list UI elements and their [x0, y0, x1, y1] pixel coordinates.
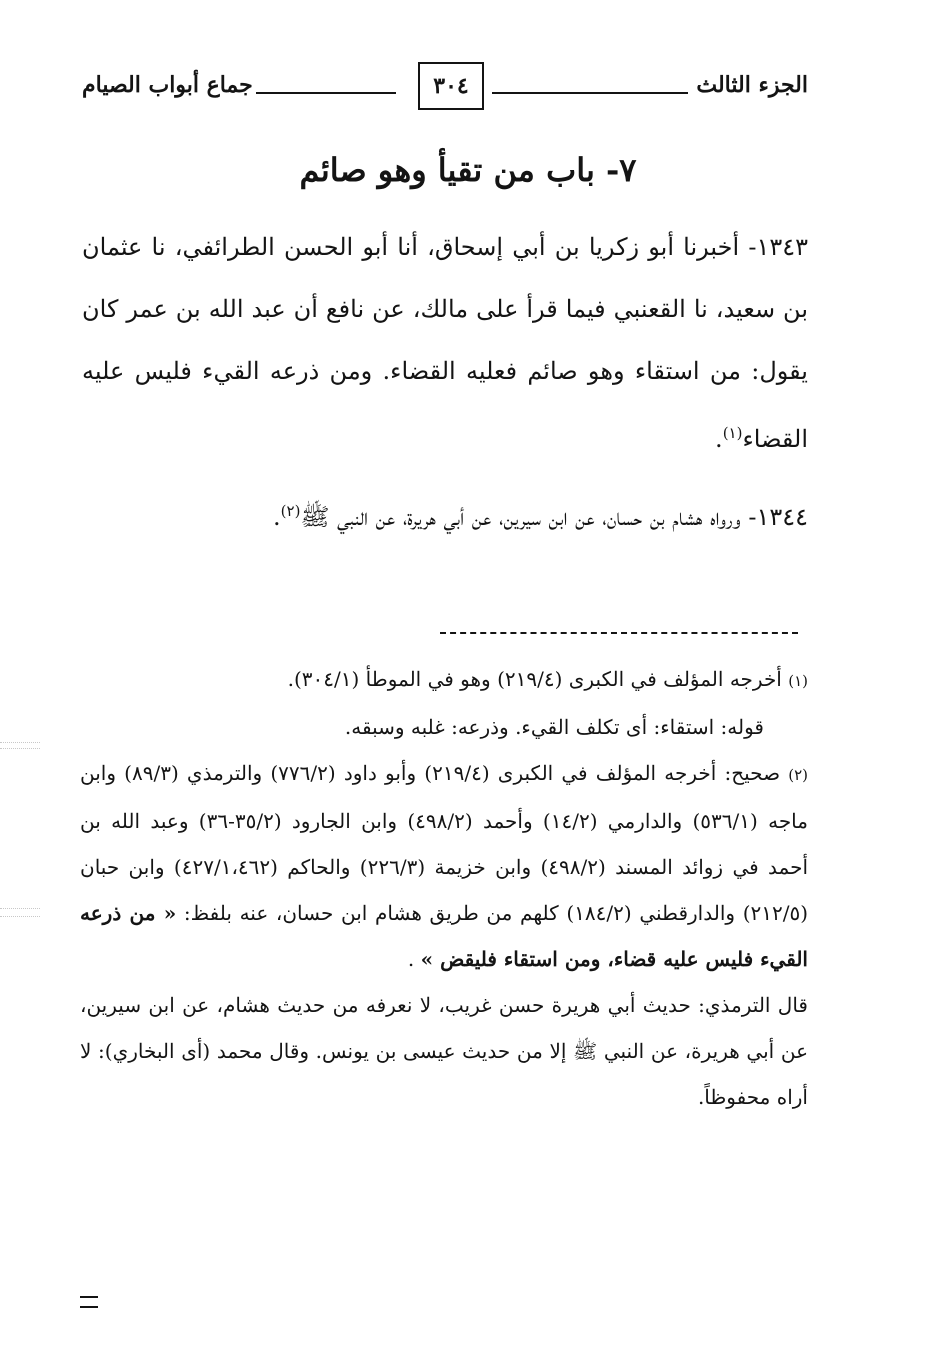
scan-artifact [0, 742, 40, 743]
hadith-1344 [82, 480, 808, 548]
scan-artifact [0, 748, 40, 749]
footnote-marker: (٢) [788, 766, 809, 784]
section-label: جماع أبواب الصيام [82, 72, 253, 98]
footnote-text: أخرجه المؤلف في الكبرى (٢١٩/٤) وهو في الموطأ (٣٠٤/١). [287, 667, 782, 691]
header-rule-left [256, 92, 396, 94]
hadith-text: ورواه هشام بن حسان، عن ابن سيرين، عن أبي هريرة، عن النبي ﷺ [300, 503, 741, 531]
tirmidhi-note: قال الترمذي: حديث أبي هريرة حسن غريب، لا نعرفه من حديث هشام، عن ابن سيرين، عن أبي هريرة، عن النبي ﷺ إلا من حديث عيسى بن يونس. وقال محمد (أى البخاري): لا أراه محفوظاً. [80, 993, 808, 1109]
chapter-title: ٧- باب من تقيأ وهو صائم [299, 151, 637, 189]
footnote-1 [80, 656, 808, 704]
footnote-marker: (١) [788, 672, 808, 690]
footnote-1-gloss: قوله: استقاء: أى تكلف القيء. وذرعه: غلبه وسبقه. [344, 715, 764, 739]
footnote-2 [80, 750, 808, 982]
scan-artifact [0, 908, 40, 909]
header-rule-right [492, 92, 688, 94]
volume-label: الجزء الثالث [696, 72, 808, 98]
footnote-ref: (١) [722, 424, 743, 442]
footnote-text: صحيح: أخرجه المؤلف في الكبرى (٢١٩/٤) وأبو داود (٧٧٦/٢) والترمذي (٨٩/٣) وابن ماجه (٥٣٦/١) والدارمي (١٤/٢) وأحمد (٤٩٨/٢) وابن الجارود (٣٥/٢-٣٦) وعبد الله بن أحمد في زوائد المسند (٤٩٨/٢) وابن خزيمة (٢٢٦/٣) والحاكم (٤٢٧/١،٤٦٢) وابن حبان (٢١٢/٥) والدارقطني (١٨٤/٢) كلهم من طريق هشام ابن حسان، عنه بلفظ: [80, 761, 809, 925]
page-number: ٣٠٤ [418, 62, 484, 110]
hadith-end: . [273, 503, 281, 531]
running-header [82, 62, 808, 114]
main-text [82, 216, 808, 548]
hadith-number: ١٣٤٤- [748, 503, 808, 531]
hadith-text: أخبرنا أبو زكريا بن أبي إسحاق، أنا أبو الحسن الطرائفي، نا عثمان بن سعيد، نا القعنبي فيما قرأ على مالك، عن نافع أن عبد الله بن عمر كان يقول: من استقاء وهو صائم فعليه القضاء. ومن ذرعه القيء فليس عليه القضاء [82, 233, 808, 453]
hadith-end: . [715, 425, 723, 453]
footnote-ref: (٢) [280, 502, 301, 520]
scan-artifact [0, 916, 40, 917]
footnotes [80, 656, 808, 1120]
footnote-end: . [407, 947, 421, 971]
footnote-separator [440, 632, 798, 634]
end-mark [80, 1296, 98, 1308]
footnote-quote: « من ذرعه القيء فليس عليه قضاء، ومن استقاء فليقض » [80, 901, 808, 971]
hadith-number: ١٣٤٣- [748, 233, 808, 261]
hadith-1343 [82, 216, 808, 470]
